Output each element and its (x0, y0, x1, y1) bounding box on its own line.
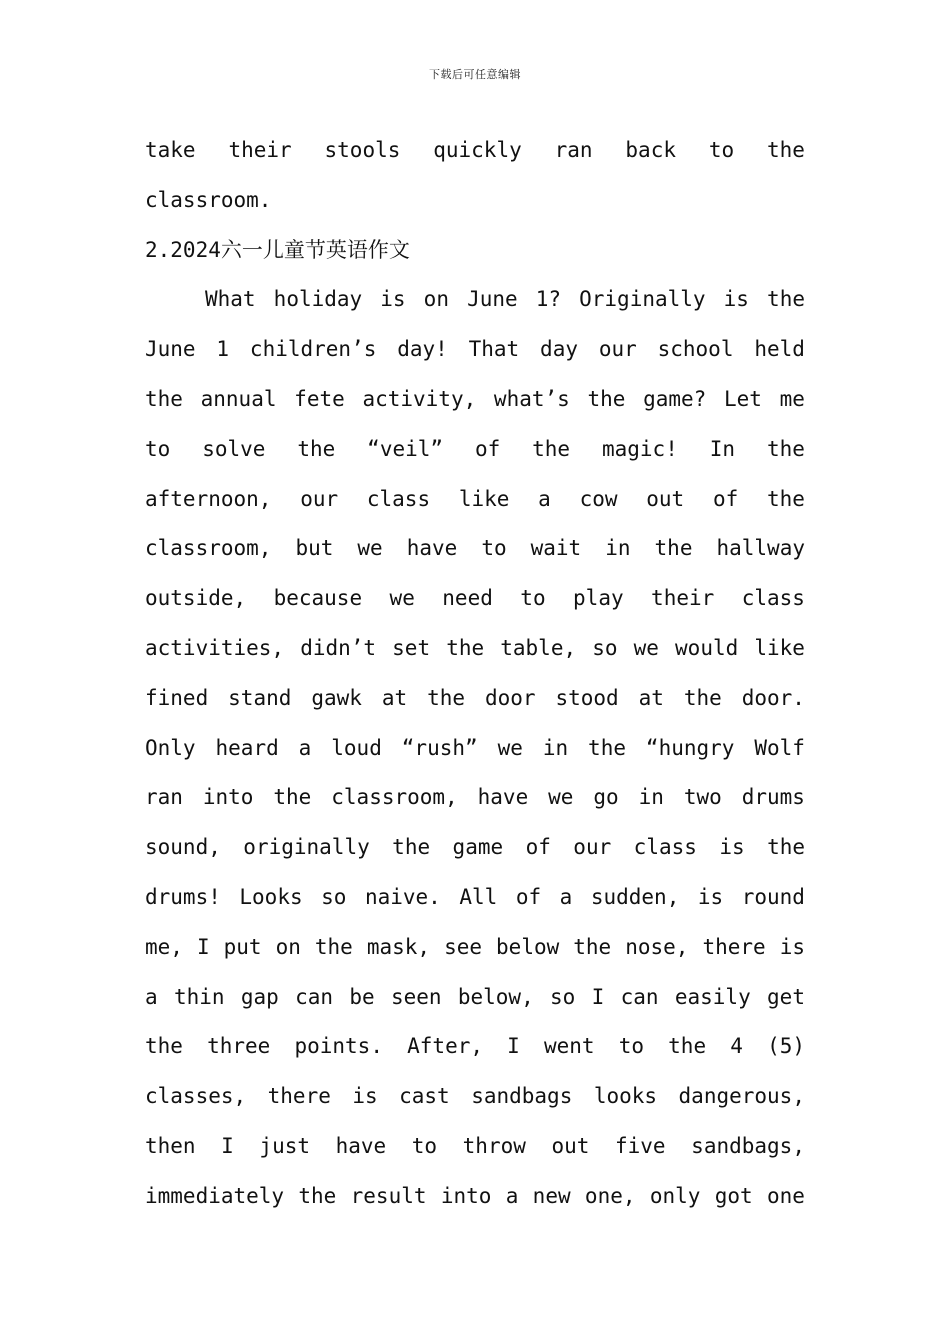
word: fined (145, 685, 209, 710)
word: activities, (145, 635, 285, 660)
word: June (467, 287, 518, 312)
word: take (145, 138, 196, 162)
text-line (145, 624, 805, 674)
word: the (273, 785, 312, 810)
word: the (588, 735, 626, 760)
word: our (300, 486, 339, 511)
word: Only (145, 735, 196, 760)
word: thin (173, 984, 225, 1009)
word: a (145, 984, 158, 1009)
word: at (381, 685, 408, 710)
page-header: 下载后可任意编辑 (429, 68, 521, 81)
word: below (496, 934, 560, 959)
word: holiday (273, 287, 363, 312)
document-body (145, 126, 805, 1222)
word: result (350, 1183, 427, 1208)
text-line (145, 1122, 805, 1172)
word: three (207, 1034, 271, 1059)
word: to (145, 436, 171, 461)
word: the (767, 138, 805, 162)
word: new (532, 1183, 571, 1208)
word: have (335, 1133, 387, 1158)
word: is (779, 934, 805, 959)
word: day! (397, 337, 448, 362)
word: class (633, 835, 697, 860)
word: dangerous, (678, 1084, 805, 1109)
word: can (620, 984, 659, 1009)
word: the (767, 835, 805, 860)
word: the (587, 386, 626, 411)
word: mask, (366, 934, 431, 959)
text-line (145, 1022, 805, 1072)
word: looks (593, 1084, 658, 1109)
word: because (273, 586, 363, 611)
word: door. (741, 685, 805, 710)
word: door (484, 685, 536, 710)
word: only (649, 1183, 701, 1208)
word: solve (202, 436, 266, 461)
word: out (646, 486, 685, 511)
word: sandbags, (691, 1133, 805, 1158)
word: on (275, 934, 301, 959)
word: class (366, 486, 431, 511)
word: children’s (249, 337, 377, 362)
word: naive. (364, 884, 441, 909)
word: table, (500, 635, 577, 660)
word: can (295, 984, 334, 1009)
text-line (145, 1072, 805, 1122)
word: like (458, 486, 510, 511)
word: there (702, 934, 766, 959)
word: quickly (433, 138, 522, 162)
word: round (741, 884, 805, 909)
word: in (542, 735, 569, 760)
word: their (228, 138, 292, 162)
word: day (540, 337, 578, 362)
word: sudden, (590, 884, 680, 909)
word: afternoon, (145, 486, 272, 511)
word: “rush” (401, 735, 478, 760)
word: loud (331, 735, 382, 760)
word: then (145, 1133, 196, 1158)
word: Let (724, 386, 762, 411)
word: at (638, 685, 664, 710)
word: into (202, 785, 254, 810)
word: fete (294, 386, 345, 411)
word: in (605, 536, 631, 561)
word: the (446, 635, 485, 660)
text-line (145, 375, 805, 425)
word: easily (674, 984, 751, 1009)
word: class (741, 586, 805, 611)
word: drums! (145, 884, 221, 909)
word: the (298, 1183, 337, 1208)
text-line (145, 823, 805, 873)
word: game (452, 835, 504, 860)
word: outside, (145, 586, 247, 611)
word: the (683, 685, 722, 710)
word: June (145, 337, 196, 362)
text-line (145, 475, 805, 525)
word: Looks (239, 884, 303, 909)
word: have (477, 785, 529, 810)
word: In (709, 436, 736, 461)
word: the (573, 934, 612, 959)
word: to (481, 536, 507, 561)
word: the (392, 835, 431, 860)
word: Originally (579, 287, 706, 312)
word: activity, (362, 386, 477, 411)
word: me (779, 386, 805, 411)
word: there (267, 1084, 331, 1109)
word: is (352, 1084, 378, 1109)
word: two (683, 785, 722, 810)
word: so (592, 635, 618, 660)
word: play (573, 586, 624, 611)
word: to (708, 138, 735, 162)
word: is (723, 287, 749, 312)
text-line (145, 325, 805, 375)
word: annual (200, 386, 277, 411)
word: (5) (767, 1034, 805, 1059)
word: classroom, (145, 536, 272, 561)
word: sandbags (471, 1084, 573, 1109)
word: That (468, 337, 520, 362)
word: stood (555, 685, 619, 710)
word: just (259, 1133, 310, 1158)
word: we (633, 635, 659, 660)
word: After, (407, 1034, 483, 1059)
word: the (766, 436, 805, 461)
word: ran (145, 785, 183, 810)
word: I (221, 1133, 234, 1158)
word: cow (579, 486, 618, 511)
word: the (668, 1034, 707, 1059)
text-line (145, 873, 805, 923)
word: is (719, 835, 745, 860)
word: cast (399, 1084, 450, 1109)
word: I (591, 984, 605, 1009)
word: one, (584, 1183, 636, 1208)
word: “hungry (645, 735, 735, 760)
word: sound, (145, 835, 221, 860)
text-line (145, 674, 805, 724)
word: so (321, 884, 347, 909)
word: so (550, 984, 576, 1009)
word: game? (643, 386, 707, 411)
word: seen (390, 984, 442, 1009)
text-line (145, 425, 805, 475)
word: ran (554, 138, 593, 162)
line-text: 2.2024六一儿童节英语作文 (145, 237, 410, 262)
word: on (423, 287, 449, 312)
text-line (145, 973, 805, 1023)
word: a (298, 735, 312, 760)
word: to (520, 586, 546, 611)
word: originally (243, 835, 370, 860)
text-line (145, 524, 805, 574)
word: All (459, 884, 498, 909)
word: got (714, 1183, 753, 1208)
word: the (145, 1034, 183, 1059)
word: get (767, 984, 805, 1009)
word: classes, (145, 1084, 247, 1109)
word: held (754, 337, 805, 362)
word: school (657, 337, 734, 362)
word: is (380, 287, 406, 312)
line-text: classroom. (145, 187, 272, 212)
word: of (525, 835, 551, 860)
word: the (427, 685, 465, 710)
text-line (145, 1172, 805, 1222)
text-line (145, 176, 805, 226)
word: classroom, (331, 785, 458, 810)
word: of (515, 884, 542, 909)
word: into (440, 1183, 492, 1208)
word: 1 (216, 337, 230, 362)
word: need (442, 586, 493, 611)
word: a (505, 1183, 519, 1208)
word: but (295, 536, 334, 561)
word: we (548, 785, 574, 810)
word: a (559, 884, 573, 909)
word: of (712, 486, 739, 511)
word: 1? (535, 287, 562, 312)
word: hallway (716, 536, 805, 561)
word: their (651, 586, 715, 611)
word: heard (215, 735, 279, 760)
text-line (145, 923, 805, 973)
word: our (573, 835, 612, 860)
word: “veil” (367, 436, 444, 461)
word: go (593, 785, 619, 810)
word: be (349, 984, 375, 1009)
word: to (411, 1133, 438, 1158)
word: like (754, 635, 805, 660)
word: set (392, 635, 431, 660)
word: would (675, 635, 739, 660)
word: the (297, 436, 336, 461)
word: to (618, 1034, 644, 1059)
word: out (551, 1133, 590, 1158)
word: the (532, 436, 571, 461)
word: 4 (730, 1034, 743, 1059)
word: put (223, 934, 262, 959)
text-line (145, 126, 805, 176)
word: stools (324, 138, 401, 162)
word: immediately (145, 1183, 285, 1208)
word: went (543, 1034, 595, 1059)
word: one (766, 1183, 805, 1208)
word: wait (530, 536, 582, 561)
word: is (697, 884, 724, 909)
word: magic! (601, 436, 678, 461)
word: stand (228, 685, 292, 710)
text-line (145, 773, 805, 823)
word: throw (462, 1133, 526, 1158)
word: see (444, 934, 483, 959)
word: points. (294, 1034, 383, 1059)
word: I (196, 934, 210, 959)
word: gap (240, 984, 279, 1009)
word: we (357, 536, 383, 561)
text-line (145, 574, 805, 624)
word: back (625, 138, 676, 162)
text-line (145, 275, 805, 325)
word: of (474, 436, 501, 461)
word: the (145, 386, 183, 411)
word: me, (145, 934, 183, 959)
word: the (314, 934, 353, 959)
word: the (767, 486, 805, 511)
word: five (615, 1133, 666, 1158)
word: what’s (493, 386, 570, 411)
word: our (598, 337, 637, 362)
word: below, (457, 984, 534, 1009)
word: have (406, 536, 458, 561)
word: What (205, 287, 256, 312)
word: in (638, 785, 664, 810)
word: we (497, 735, 523, 760)
word: nose, (625, 934, 689, 959)
word: I (507, 1034, 520, 1059)
word: Wolf (754, 735, 805, 760)
word: the (654, 536, 693, 561)
word: didn’t (300, 635, 377, 660)
word: a (538, 486, 551, 511)
word: we (389, 586, 415, 611)
word: drums (741, 785, 805, 810)
word: gawk (311, 685, 362, 710)
section-heading (145, 226, 805, 276)
text-line (145, 724, 805, 774)
word: the (767, 287, 805, 312)
